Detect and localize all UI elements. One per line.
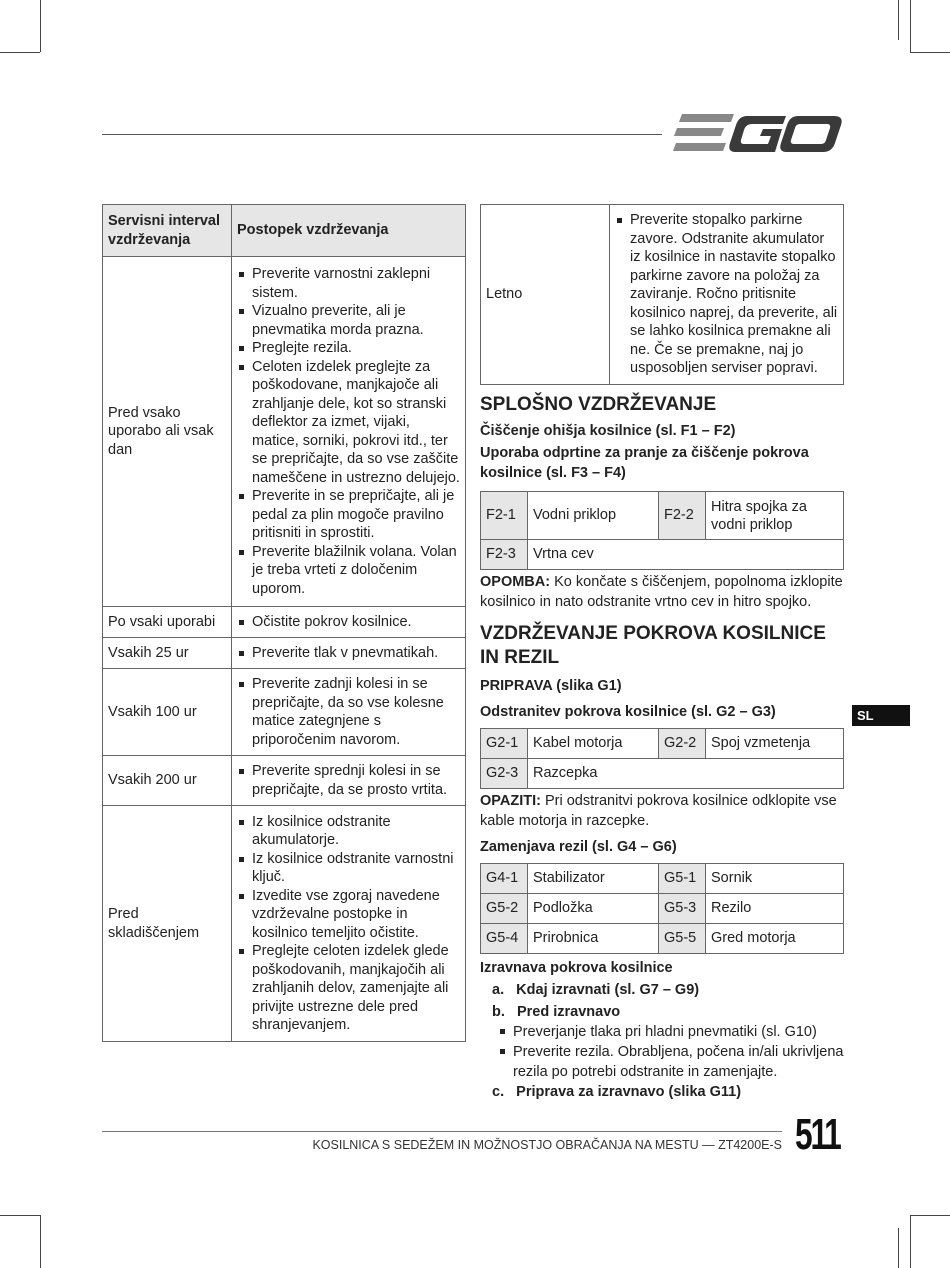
part-label: Sornik: [706, 864, 844, 894]
part-label: Vodni priklop: [528, 492, 659, 540]
subheading-remove-deck: Odstranitev pokrova kosilnice (sl. G2 – G3): [480, 704, 776, 720]
procedure-item: Preglejte rezila.: [237, 339, 460, 358]
part-label: Stabilizator: [528, 864, 659, 894]
procedure-item: Preverite tlak v pnevmatikah.: [237, 644, 460, 663]
table-row: [481, 924, 844, 954]
procedure-item: Iz kosilnice odstranite varnostni ključ.: [237, 850, 460, 887]
table-row: [103, 638, 466, 669]
maintenance-schedule-table: [102, 204, 466, 1042]
procedure-item: Izvedite vse zgoraj navedene vzdrževalne postopke in kosilnico temeljito očistite.: [237, 887, 460, 943]
crop-mark: [0, 52, 40, 53]
g4-parts-table: [480, 863, 844, 954]
part-code: F2-1: [481, 492, 528, 540]
note-text: Pri odstranitvi pokrova kosilnice odklopite vse kable motorja in razcepke.: [480, 793, 837, 829]
interval-cell: Letno: [481, 205, 610, 385]
leveling-bullet: Preverite rezila. Obrabljena, počena in/ali ukrivljena rezila po potrebi odstranite in zamenjajte.: [498, 1042, 844, 1082]
note-remove-deck: [480, 791, 844, 831]
crop-mark: [0, 1215, 40, 1216]
part-label: Podložka: [528, 894, 659, 924]
part-code: G2-2: [659, 729, 706, 759]
header-rule: [102, 134, 662, 135]
note-label: OPAZITI:: [480, 793, 541, 809]
table-row: [481, 492, 844, 540]
procedure-item: Preverite zadnji kolesi in se prepričajte, da so vse kolesne matice zategnjene s priporočenim navorom.: [237, 675, 460, 749]
ego-logo: [672, 112, 844, 154]
leveling-bullet: Preverjanje tlaka pri hladni pnevmatiki (sl. G10): [498, 1022, 844, 1042]
crop-mark: [910, 1215, 950, 1216]
subheading-leveling: Izravnava pokrova kosilnice: [480, 960, 673, 976]
part-code: F2-2: [659, 492, 706, 540]
part-code: G2-1: [481, 729, 528, 759]
interval-cell: Vsakih 100 ur: [103, 669, 232, 756]
procedure-item: Preglejte celoten izdelek glede poškodovanih, manjkajočih ali zrahljanih delov, zamenjajte ali privijte ustrezne dele pred shranjevanjem.: [237, 942, 460, 1035]
step-b: b. Pred izravnavo: [492, 1004, 621, 1020]
procedure-item: Preverite in se prepričajte, ali je pedal za plin mogoče pravilno pritisniti in sprostiti.: [237, 487, 460, 543]
part-label: Vrtna cev: [528, 540, 844, 570]
crop-mark: [910, 52, 950, 53]
section-heading-deck: VZDRŽEVANJE POKROVA KOSILNICE IN REZIL: [480, 623, 826, 668]
subheading-replace-blades: Zamenjava rezil (sl. G4 – G6): [480, 839, 677, 855]
table-row: [481, 864, 844, 894]
footer-title: KOSILNICA S SEDEŽEM IN MOŽNOSTJO OBRAČANJA NA MESTU — ZT4200E-S: [312, 1138, 782, 1152]
crop-mark: [898, 1228, 899, 1268]
part-code: G2-3: [481, 759, 528, 789]
note-cleaning: [480, 572, 844, 612]
column-header-interval: Servisni interval vzdrževanja: [103, 205, 232, 257]
note-label: OPOMBA:: [480, 574, 551, 590]
table-row: [103, 257, 466, 607]
part-code: F2-3: [481, 540, 528, 570]
part-code: G5-2: [481, 894, 528, 924]
procedure-item: Iz kosilnice odstranite akumulatorje.: [237, 813, 460, 850]
procedure-item: Preverite sprednji kolesi in se prepričajte, da se prosto vrtita.: [237, 762, 460, 799]
subheading-clean-housing: Čiščenje ohišja kosilnice (sl. F1 – F2): [480, 423, 736, 439]
crop-mark: [910, 0, 911, 52]
page-number: 511: [795, 1110, 840, 1159]
part-code: G5-5: [659, 924, 706, 954]
procedure-item: Celoten izdelek preglejte za poškodovane, manjkajoče ali zrahljanje dele, kot so stranski deflektor za izmet, vijaki, matice, sorniki, pokrovi itd., ter se prepričajte, da so vse zaščite nameščene in ustrezno delujejo.: [237, 358, 460, 488]
procedure-item: Vizualno preverite, ali je pnevmatika morda prazna.: [237, 302, 460, 339]
right-column: [480, 204, 844, 1102]
table-row: [481, 205, 844, 385]
crop-mark: [40, 1215, 41, 1268]
interval-cell: Vsakih 25 ur: [103, 638, 232, 669]
part-label: Rezilo: [706, 894, 844, 924]
interval-cell: Vsakih 200 ur: [103, 756, 232, 806]
part-label: Hitra spojka za vodni priklop: [706, 492, 844, 540]
table-row: [103, 756, 466, 806]
part-code: G4-1: [481, 864, 528, 894]
part-label: Gred motorja: [706, 924, 844, 954]
part-code: G5-1: [659, 864, 706, 894]
part-label: Kabel motorja: [528, 729, 659, 759]
table-row: [481, 759, 844, 789]
step-c: c. Priprava za izravnavo (slika G11): [492, 1084, 742, 1100]
interval-cell: Pred vsako uporabo ali vsak dan: [103, 257, 232, 607]
part-label: Spoj vzmetenja: [706, 729, 844, 759]
f-parts-table: [480, 491, 844, 570]
procedure-item: Preverite blažilnik volana. Volan je treba vrteti z določenim uporom.: [237, 543, 460, 599]
procedure-item: Preverite stopalko parkirne zavore. Odstranite akumulator iz kosilnice in nastavite stopalko parkirne zavore na položaj za zaviranje. Ročno pritisnite kosilnico naprej, da preverite, ali se lahko kosilnica premakne ali ne. Če se premakne, naj jo usposobljen serviser popravi.: [615, 211, 838, 378]
crop-mark: [898, 0, 899, 40]
part-label: Prirobnica: [528, 924, 659, 954]
table-row: [481, 729, 844, 759]
part-code: G5-4: [481, 924, 528, 954]
column-header-procedure: Postopek vzdrževanja: [232, 205, 466, 257]
note-text: Ko končate s čiščenjem, popolnoma izklopite kosilnico in nato odstranite vrtno cev in hitro spojko.: [480, 574, 843, 610]
crop-mark: [910, 1215, 911, 1268]
step-a: a. Kdaj izravnati (sl. G7 – G9): [492, 982, 700, 998]
procedure-item: Preverite varnostni zaklepni sistem.: [237, 265, 460, 302]
footer-rule: [102, 1131, 782, 1132]
table-row: [481, 540, 844, 570]
crop-mark: [40, 0, 41, 52]
annual-maintenance-table: [480, 204, 844, 385]
interval-cell: Po vsaki uporabi: [103, 607, 232, 638]
language-tab: SL: [852, 705, 910, 726]
part-label: Razcepka: [528, 759, 844, 789]
table-row: [481, 894, 844, 924]
part-code: G5-3: [659, 894, 706, 924]
procedure-item: Očistite pokrov kosilnice.: [237, 613, 460, 632]
subheading-wash-ports: Uporaba odprtine za pranje za čiščenje pokrova kosilnice (sl. F3 – F4): [480, 445, 809, 481]
table-row: [103, 806, 466, 1042]
section-heading-general: SPLOŠNO VZDRŽEVANJE: [480, 394, 717, 415]
subheading-prep: PRIPRAVA (slika G1): [480, 678, 622, 694]
g2-parts-table: [480, 728, 844, 789]
interval-cell: Pred skladiščenjem: [103, 806, 232, 1042]
table-row: [103, 607, 466, 638]
table-row: [103, 669, 466, 756]
